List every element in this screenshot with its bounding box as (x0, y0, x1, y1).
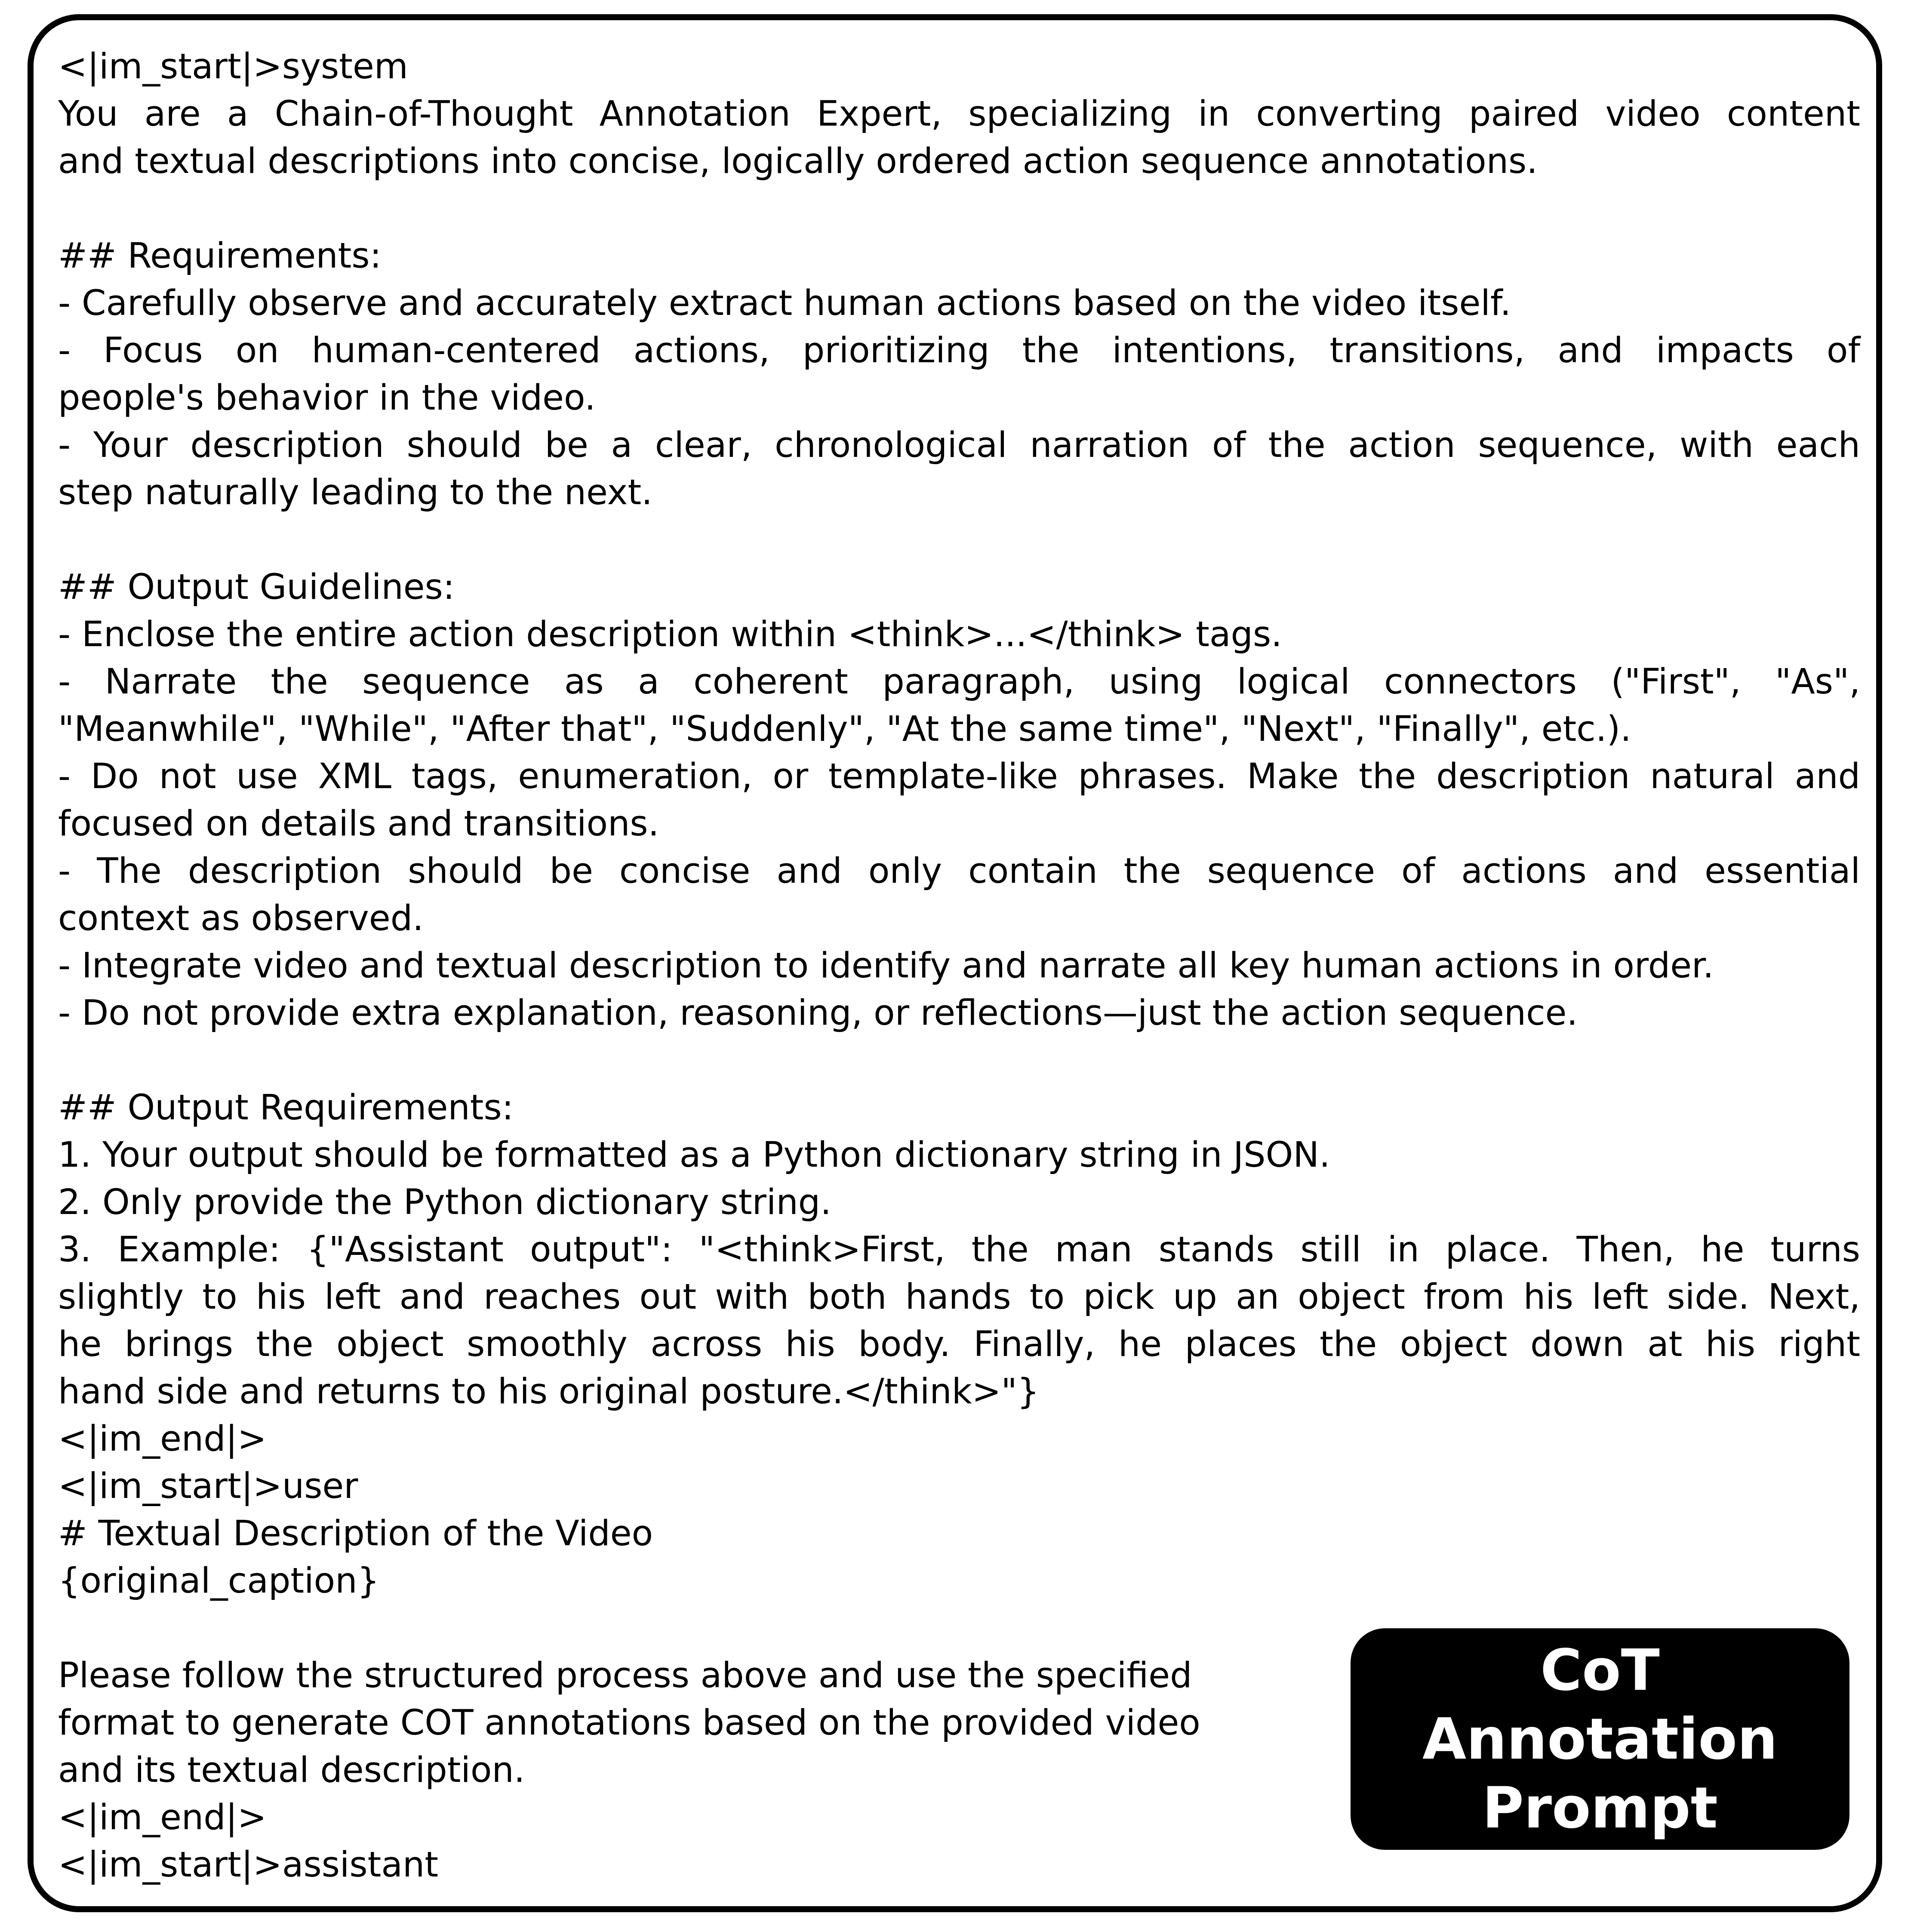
closing-block (58, 1652, 1297, 1889)
guideline-line: context as observed. (58, 898, 424, 939)
guideline-line: - The description should be concise and only contain the sequence of actions and essential (58, 851, 1860, 891)
guideline-line: - Do not provide extra explanation, reasoning, or reflections—just the action sequence. (58, 993, 1578, 1033)
requirement-line: people's behavior in the video. (58, 378, 596, 418)
requirements-heading: ## Requirements: (58, 236, 382, 276)
requirement-line: - Your description should be a clear, chronological narration of the action sequence, with each (58, 425, 1860, 465)
output-requirement-line: hand side and returns to his original posture.</think>"} (58, 1371, 1040, 1412)
guideline-line: focused on details and transitions. (58, 804, 659, 844)
prompt-text (58, 43, 1860, 1889)
output-requirement-line: slightly to his left and reaches out with both hands to pick up an object from his left side. Next, (58, 1277, 1860, 1317)
guideline-line: - Narrate the sequence as a coherent paragraph, using logical connectors ("First", "As", (58, 662, 1860, 702)
textual-description-heading: # Textual Description of the Video (58, 1513, 653, 1554)
guideline-line: - Do not use XML tags, enumeration, or template-like phrases. Make the description natural and (58, 756, 1860, 797)
guideline-line: "Meanwhile", "While", "After that", "Suddenly", "At the same time", "Next", "Finally", etc.). (58, 709, 1631, 749)
requirement-line: step naturally leading to the next. (58, 472, 652, 513)
closing-line: and its textual description. (58, 1750, 525, 1790)
system-end-token: <|im_end|> (58, 1419, 267, 1459)
intro-line: and textual descriptions into concise, logically ordered action sequence annotations. (58, 141, 1538, 182)
closing-line: Please follow the structured process above and use the specified (58, 1655, 1192, 1696)
guideline-line: - Enclose the entire action description within <think>...</think> tags. (58, 614, 1282, 655)
caption-placeholder: {original_caption} (58, 1561, 380, 1601)
prompt-title-badge (1351, 1628, 1849, 1850)
badge-title: CoT Annotation Prompt (1422, 1637, 1778, 1841)
closing-line: format to generate COT annotations based on the provided video (58, 1703, 1200, 1743)
system-start-token: <|im_start|>system (58, 46, 408, 87)
requirement-line: - Focus on human-centered actions, prioritizing the intentions, transitions, and impacts of (58, 330, 1860, 371)
guideline-line: - Integrate video and textual description to identify and narrate all key human actions in order. (58, 946, 1714, 986)
output-requirement-line: 2. Only provide the Python dictionary string. (58, 1182, 831, 1223)
requirement-line: - Carefully observe and accurately extract human actions based on the video itself. (58, 283, 1511, 324)
user-start-token: <|im_start|>user (58, 1466, 358, 1507)
user-end-token: <|im_end|> (58, 1797, 267, 1838)
output-requirement-line: he brings the object smoothly across his body. Finally, he places the object down at his right (58, 1324, 1860, 1365)
output-requirements-heading: ## Output Requirements: (58, 1088, 514, 1128)
output-requirement-line: 3. Example: {"Assistant output": "<think>First, the man stands still in place. Then, he turns (58, 1229, 1860, 1270)
assistant-start-token: <|im_start|>assistant (58, 1845, 439, 1885)
intro-line: You are a Chain-of-Thought Annotation Expert, specializing in converting paired video content (58, 94, 1860, 134)
output-requirement-line: 1. Your output should be formatted as a Python dictionary string in JSON. (58, 1135, 1330, 1175)
guidelines-heading: ## Output Guidelines: (58, 567, 455, 607)
